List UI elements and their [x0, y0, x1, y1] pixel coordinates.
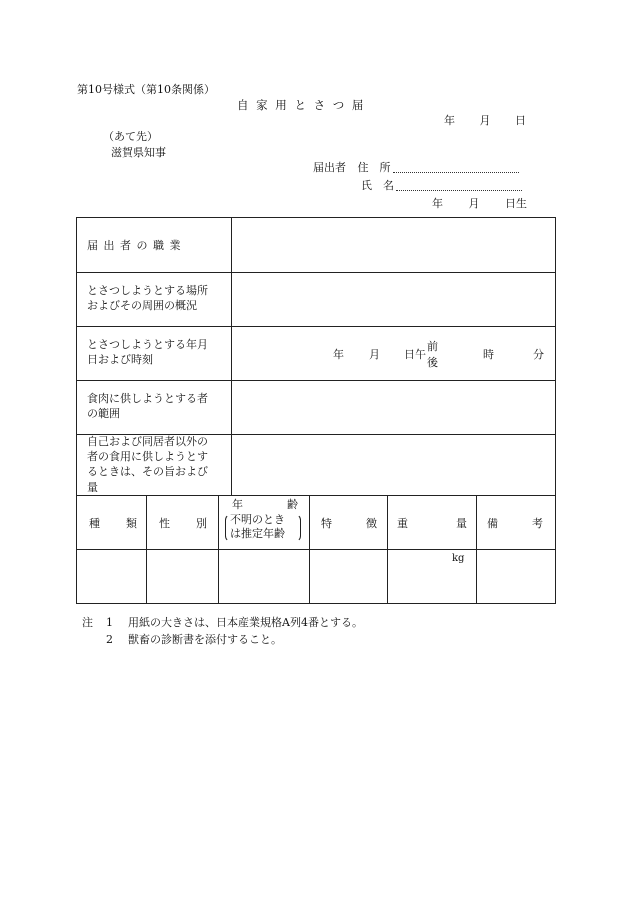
occupation-field[interactable] — [233, 219, 553, 271]
document-title: 自 家 用 と さ つ 届 — [237, 98, 366, 112]
note-text: 獣畜の診断書を添付すること。 — [128, 633, 282, 647]
day-label: 日 — [515, 114, 526, 127]
row-divider — [77, 326, 555, 327]
sex-field[interactable] — [148, 551, 217, 601]
year-label: 年 — [444, 114, 455, 127]
datetime-pm: 後 — [427, 356, 438, 369]
others-label-line: 者の食用に供しようとす — [87, 450, 208, 464]
features-header: 特 徴 — [321, 517, 377, 530]
place-label-line: とさつしようとする場所 — [87, 284, 208, 297]
datetime-label-line: 日および時刻 — [87, 353, 153, 367]
datetime-day: 日 — [404, 348, 415, 361]
sex-header: 性 別 — [159, 517, 207, 530]
scope-label-line: 食肉に供しようとする者 — [87, 392, 208, 405]
label-column-divider — [231, 218, 232, 495]
features-field[interactable] — [311, 551, 386, 601]
scope-field[interactable] — [233, 382, 553, 432]
scope-label — [87, 391, 208, 422]
scope-label-line: の範囲 — [87, 407, 120, 421]
applicant-label: 届出者 — [313, 161, 346, 174]
applicant-name-line — [361, 180, 522, 191]
datetime-month: 月 — [369, 348, 380, 361]
slaughter-form-table — [76, 217, 556, 604]
kind-field[interactable] — [78, 551, 145, 601]
age-note-line: 不明のとき — [230, 513, 285, 526]
note-2 — [82, 631, 363, 648]
addressee-prefix: （あて先） — [103, 130, 158, 143]
birth-date — [432, 198, 527, 209]
datetime-hour: 時 — [483, 348, 494, 361]
col-divider — [146, 495, 147, 603]
name-field[interactable] — [396, 190, 522, 191]
birth-month-label: 月 — [468, 197, 480, 210]
row-divider — [77, 380, 555, 381]
age-note — [230, 513, 285, 541]
note-1 — [82, 614, 363, 631]
weight-unit: kg — [452, 553, 465, 564]
datetime-am: 前 — [427, 340, 438, 353]
applicant-address-line — [313, 162, 519, 173]
note-number: 2 — [106, 633, 113, 647]
addressee: 滋賀県知事 — [111, 146, 166, 159]
weight-header: 重 量 — [397, 517, 467, 530]
col-divider — [476, 495, 477, 603]
col-divider — [309, 495, 310, 603]
place-field[interactable] — [233, 274, 553, 324]
others-label-line: るときは、その旨および — [87, 465, 208, 479]
occupation-label: 届 出 者 の 職 業 — [87, 239, 182, 252]
others-label-line: 自己および同居者以外の — [87, 435, 208, 448]
datetime-label — [87, 337, 208, 368]
others-label — [87, 434, 208, 495]
name-label: 氏 名 — [361, 179, 394, 192]
address-label: 住 所 — [357, 161, 391, 174]
remarks-field[interactable] — [478, 551, 554, 601]
row-divider — [77, 495, 555, 496]
month-label: 月 — [479, 114, 491, 127]
datetime-label-line: とさつしようとする年月 — [87, 338, 208, 351]
address-field[interactable] — [393, 172, 519, 173]
datetime-year: 年 — [333, 348, 344, 361]
age-note-line: は推定年齢 — [230, 526, 285, 540]
age-header: 年 齢 — [232, 498, 298, 511]
row-divider — [77, 549, 555, 550]
datetime-am-pm-prefix: 午 — [415, 348, 426, 361]
col-divider — [218, 495, 219, 603]
place-label — [87, 283, 208, 314]
note-prefix: 注 — [82, 616, 93, 629]
age-field[interactable] — [220, 551, 308, 601]
note-number: 1 — [106, 616, 113, 629]
note-text: 用紙の大きさは、日本産業規格A列4番とする。 — [128, 616, 363, 629]
form-number: 第10号様式（第10条関係） — [77, 83, 215, 96]
row-divider — [77, 272, 555, 273]
datetime-minute: 分 — [533, 348, 544, 361]
notes — [82, 614, 363, 648]
kind-header: 種 類 — [89, 517, 137, 530]
remarks-header: 備 考 — [487, 517, 543, 530]
others-label-line: 量 — [87, 480, 98, 494]
col-divider — [387, 495, 388, 603]
others-field[interactable] — [233, 436, 553, 493]
birth-day-label: 日生 — [505, 197, 527, 210]
birth-year-label: 年 — [432, 197, 443, 210]
place-label-line: およびその周囲の概況 — [87, 299, 197, 313]
submission-date — [444, 115, 526, 126]
